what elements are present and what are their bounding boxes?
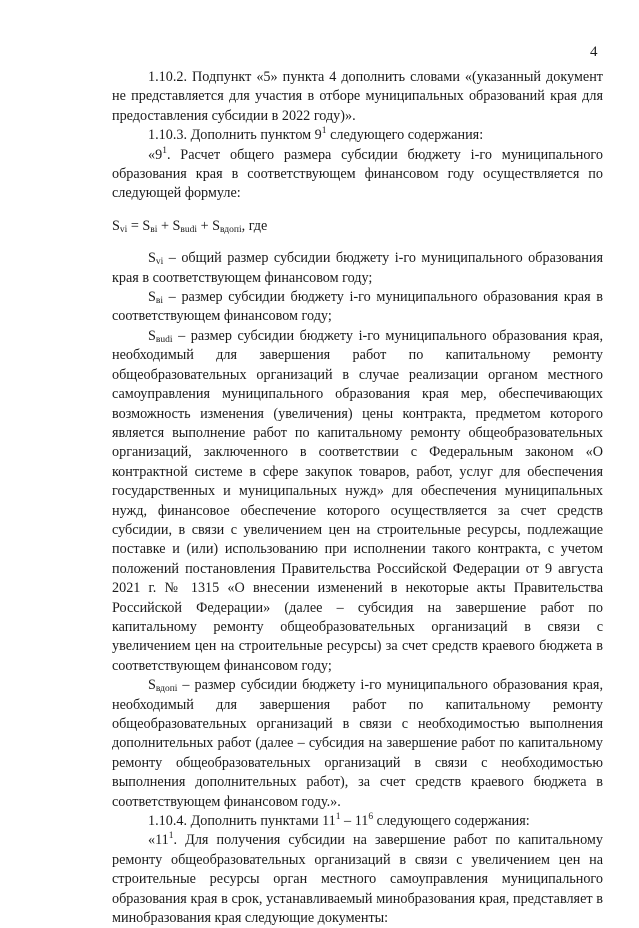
paragraph-1-10-3 — [112, 126, 603, 145]
definition-svi — [112, 249, 603, 288]
paragraph-1-10-4-dash: – 11 — [340, 813, 369, 830]
definition-subscript: вi — [155, 296, 164, 307]
formula-subscript: вдопi — [220, 224, 242, 235]
paragraph-1-10-3-tail: следующего содержания: — [326, 127, 484, 144]
definition-symbol: S — [148, 289, 156, 306]
paragraph-1-10-4-tail: следующего содержания: — [373, 813, 530, 830]
paragraph-9-1-text: . Расчет общего размера субсидии бюджету i-го муниципального образования края в соответствующем финансовом году осуществляется по следующей формуле: — [112, 146, 603, 202]
paragraph-1-10-3-text: 1.10.3. Дополнить пунктом 9 — [148, 127, 322, 144]
paragraph-1-10-4 — [112, 812, 603, 831]
formula-symbol: S — [212, 217, 221, 234]
formula-plus: + — [157, 217, 173, 234]
paragraph-11-1 — [112, 831, 603, 928]
definition-text: – размер субсидии бюджету i-го муниципального образования края в соответствующем финансовом году; — [112, 289, 603, 325]
document-body — [112, 68, 603, 928]
formula-tail: , где — [241, 217, 268, 234]
definition-subscript: vi — [155, 257, 164, 268]
definition-text: – размер субсидии бюджету i-го муниципального образования края, необходимый для завершения работ по капитальному ремонту общеобразовательных организаций в случае реализации органом местного самоуправления муниципального образования края мер, обеспечивающих возможность изменения (увеличения) цены контракта, предметом которого является выполнение работ по капитальному ремонту общеобразовательных организаций, заключенного в соответствии с Федеральным законом «О контрактной системе в сфере закупок товаров, работ, услуг для обеспечения государственных и муниципальных нужд» для обеспечения муниципальных нужд, финансовое обеспечение которого осуществляется за счет средств субсидии, в связи с увеличением цен на строительные ресурсы, подлежащие поставке и (или) использованию при исполнении такого контракта, с учетом положений постановления Правительства Российской Федерации от 9 августа 2021 г. № 1315 «О внесении изменений в некоторые акты Правительства Российской Федерации» (далее – субсидия на завершение работ по капитальному ремонту общеобразовательных организаций в связи с увеличением цен на строительные ресурсы) за счет средств краевого бюджета в соответствующем финансовом году; — [112, 327, 603, 674]
definition-sdop — [112, 676, 603, 812]
superscript: 1 — [321, 126, 327, 137]
formula-subscript: вi — [150, 224, 158, 235]
formula-subscript: vi — [119, 224, 128, 235]
paragraph-11-1-open: «11 — [148, 832, 169, 849]
definition-sbi — [112, 288, 603, 327]
formula-symbol: S — [112, 217, 120, 234]
definition-sbudi — [112, 327, 603, 676]
superscript: 1 — [335, 812, 341, 823]
superscript: 1 — [168, 831, 174, 842]
formula — [112, 217, 603, 236]
definition-symbol: S — [148, 327, 156, 344]
definition-symbol: S — [148, 250, 156, 267]
page-number: 4 — [590, 44, 598, 60]
paragraph-9-1-open: «9 — [148, 146, 163, 163]
formula-equals: = — [127, 217, 143, 234]
superscript: 1 — [162, 145, 167, 156]
definition-subscript: вдопi — [155, 684, 178, 695]
paragraph-9-1 — [112, 146, 603, 204]
definition-subscript: вudi — [155, 334, 173, 345]
formula-symbol: S — [172, 217, 181, 234]
paragraph-1-10-4-text: 1.10.4. Дополнить пунктами 11 — [148, 813, 336, 830]
superscript: 6 — [368, 812, 374, 823]
formula-symbol: S — [142, 217, 151, 234]
definition-text: – общий размер субсидии бюджету i-го муниципального образования края в соответствующем финансовом году; — [112, 250, 603, 286]
definition-symbol: S — [148, 677, 156, 694]
paragraph-11-1-text: . Для получения субсидии на завершение работ по капитальному ремонту общеобразовательных организаций в связи с увеличением цен на строительные ресурсы орган местного самоуправления муниципального образования края в срок, устанавливаемый минобразования края, представляет в минобразования края следующие документы: — [112, 832, 603, 927]
definition-text: – размер субсидии бюджету i-го муниципального образования края, необходимый для завершения работ по капитальному ремонту общеобразовательных организаций в связи с необходимостью выполнения дополнительных работ (далее – субсидия на завершение работ по капитальному ремонту общеобразовательных организаций в связи с необходимостью выполнения дополнительных работ), за счет средств краевого бюджета в соответствующем финансовом году.». — [112, 677, 603, 810]
formula-subscript: вudi — [180, 224, 198, 235]
formula-plus: + — [197, 217, 213, 234]
paragraph-1-10-2: 1.10.2. Подпункт «5» пункта 4 дополнить словами «(указанный документ не представляется для участия в отборе муниципальных образований края для предоставления субсидии в 2022 году)». — [112, 69, 603, 124]
